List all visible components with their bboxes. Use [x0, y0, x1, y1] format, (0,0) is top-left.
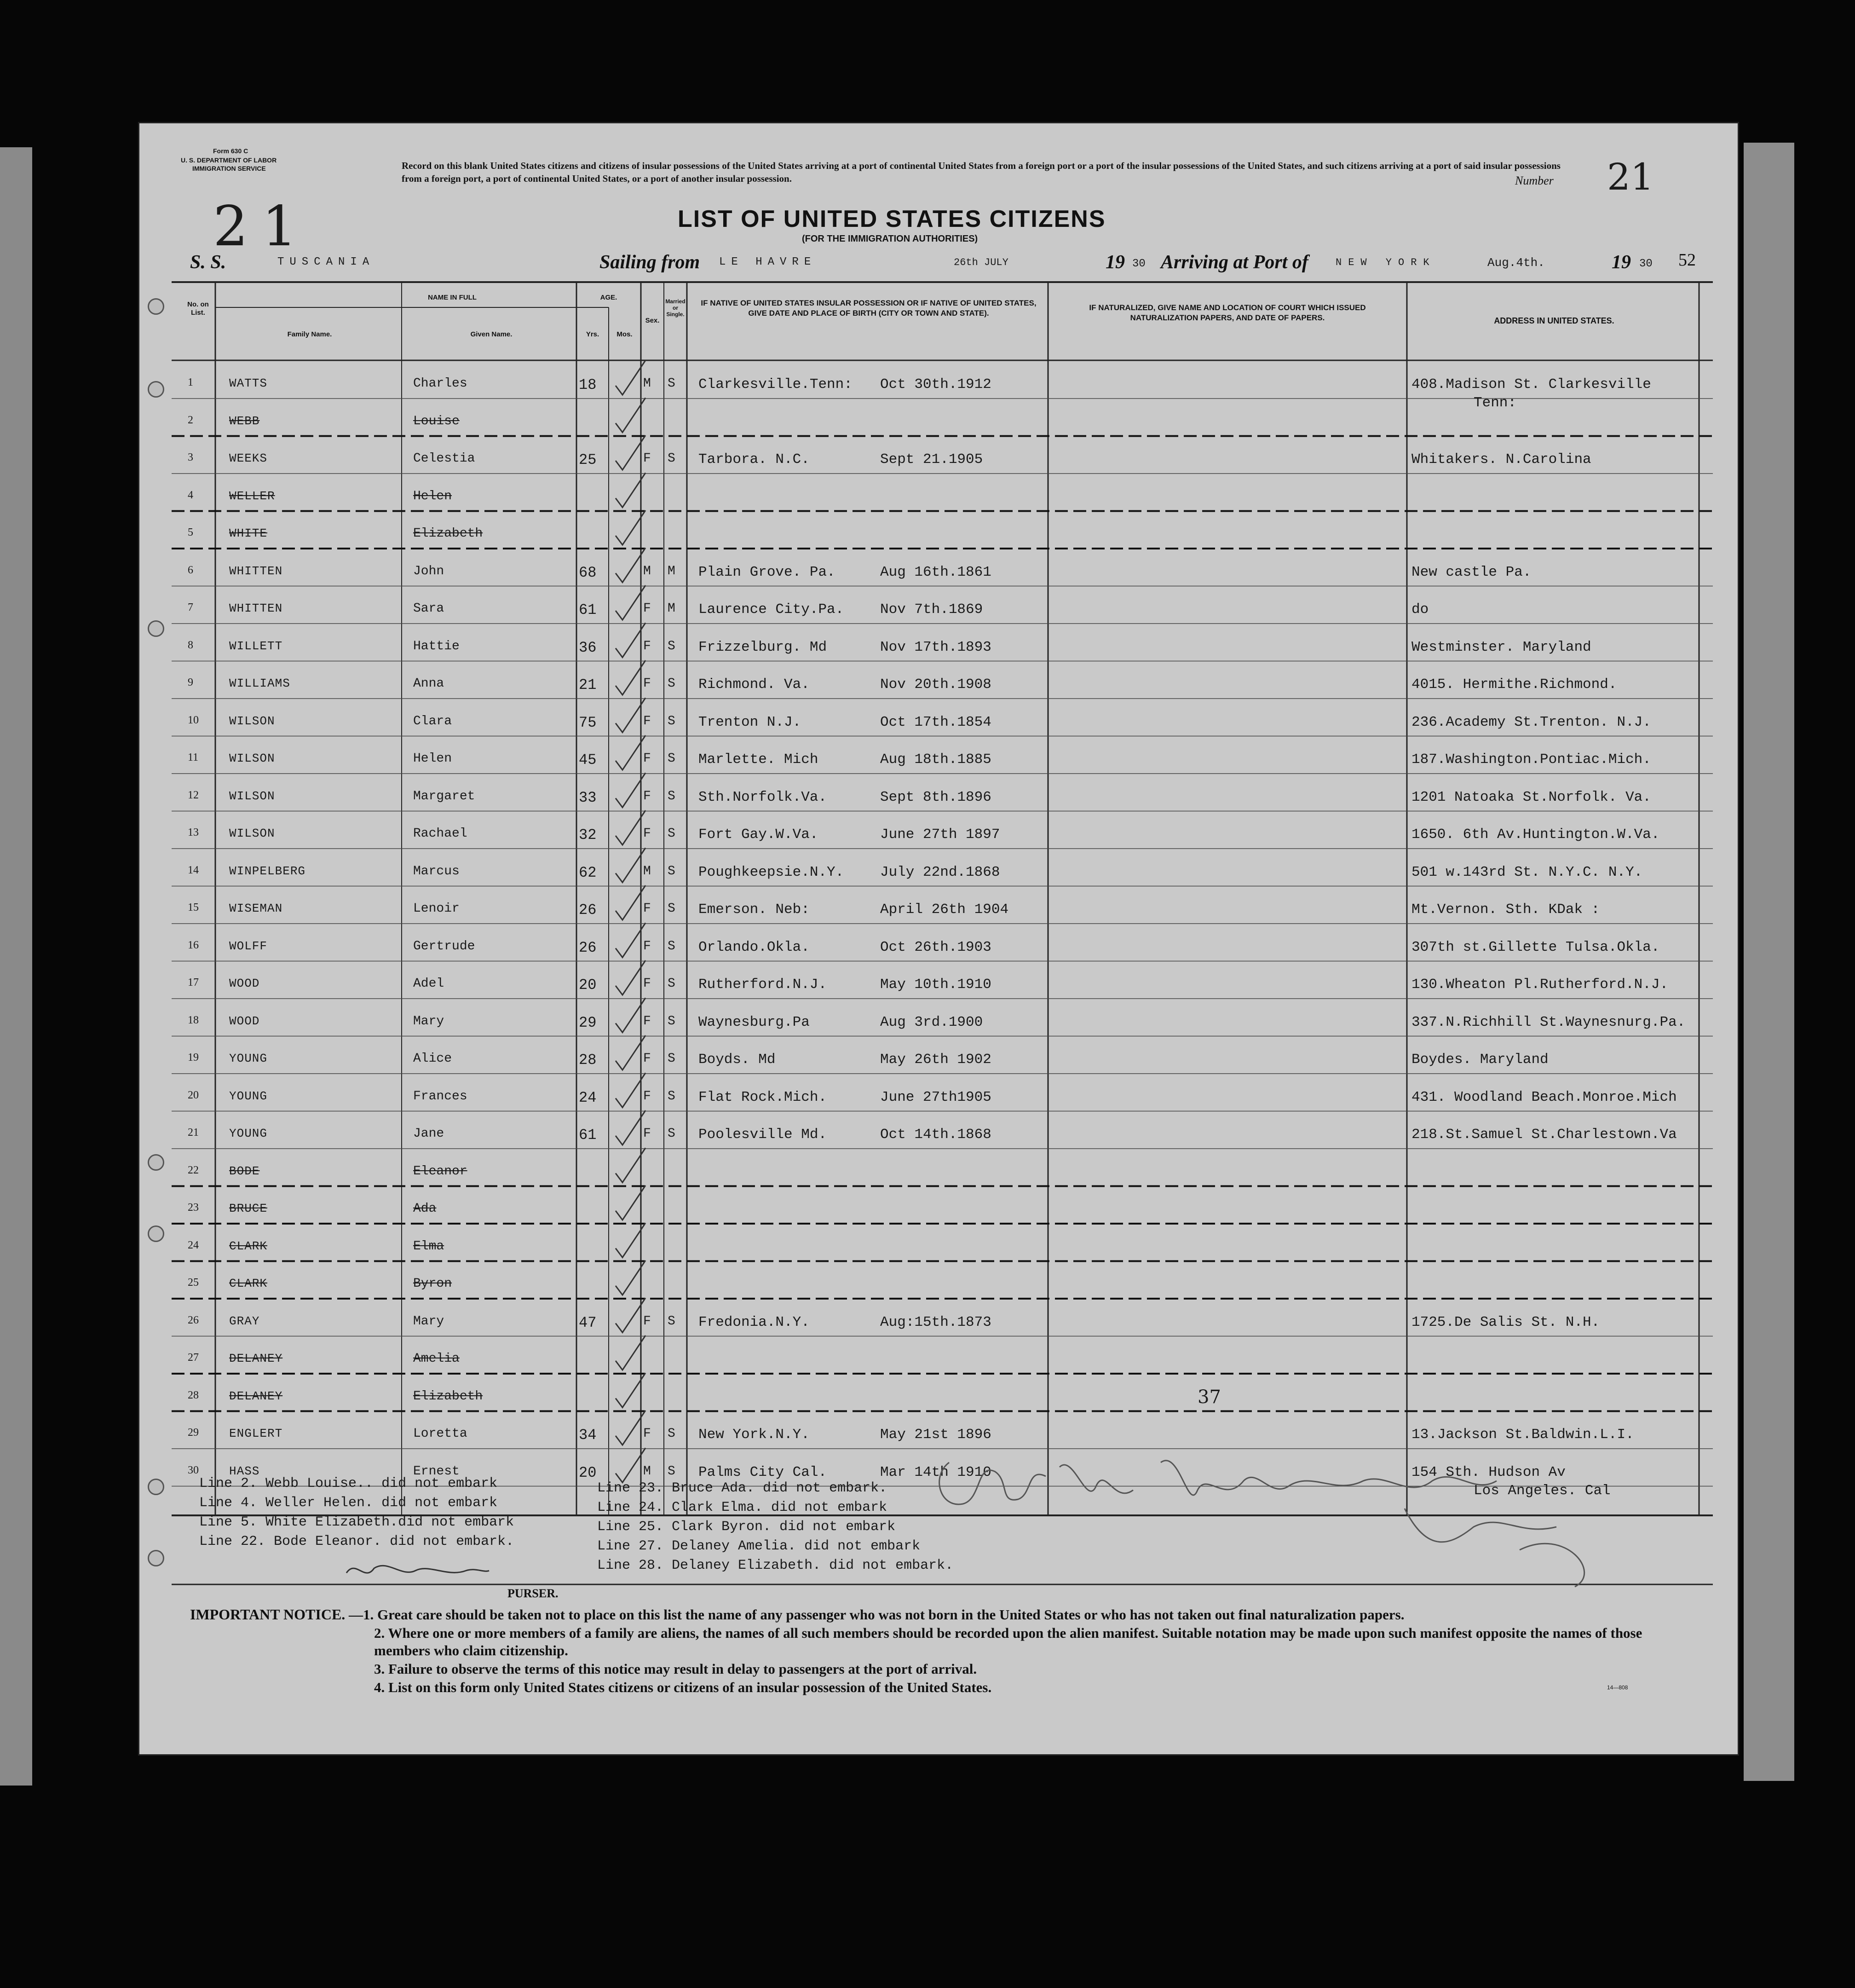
row-ms: S: [668, 902, 675, 916]
row-sex: F: [643, 826, 651, 841]
row-date: July 22nd.1868: [880, 864, 1000, 880]
row-family: WILLETT: [229, 639, 283, 653]
row-date: Nov 7th.1869: [880, 601, 983, 618]
row-family: WEEKS: [229, 451, 268, 465]
row-no: 22: [188, 1164, 199, 1176]
row-date: June 27th 1897: [880, 826, 1000, 843]
row-place: Richmond. Va.: [698, 676, 810, 693]
form-number: Form 630 C: [213, 147, 248, 155]
service-label: IMMIGRATION SERVICE: [192, 165, 266, 172]
note-line: Line 2. Webb Louise.. did not embark: [199, 1476, 498, 1491]
row-given: Frances: [413, 1089, 467, 1104]
row-sex: F: [643, 1427, 651, 1441]
col-yrs: Yrs.: [586, 330, 599, 338]
row-yrs: 75: [579, 714, 597, 731]
arrival-year-prefix: 19: [1612, 252, 1631, 273]
note-line: Line 5. White Elizabeth.did not embark: [199, 1514, 514, 1530]
row-date: Oct 17th.1854: [880, 714, 991, 730]
row-sex: F: [643, 1314, 651, 1329]
row-ms: S: [668, 639, 675, 653]
purser-signature: [922, 1435, 1658, 1596]
notice-item-4: 4. List on this form only United States citizens or citizens of an insular possession of the United States.: [374, 1679, 992, 1695]
row-given: Celestia: [413, 451, 475, 466]
row-family: YOUNG: [229, 1052, 268, 1065]
row-sex: F: [643, 977, 651, 991]
row-no: 10: [188, 714, 199, 726]
row-given: Eleanor: [413, 1164, 467, 1179]
row-no: 21: [188, 1127, 199, 1138]
row-yrs: 45: [579, 751, 597, 769]
row-yrs: 32: [579, 826, 597, 844]
row-place: Waynesburg.Pa: [698, 1014, 810, 1030]
row-ms: S: [668, 1427, 675, 1441]
row-address: 4015. Hermithe.Richmond.: [1411, 676, 1617, 693]
row-no: 19: [188, 1052, 199, 1063]
notes-right: [597, 1479, 953, 1575]
row-given: Anna: [413, 676, 444, 691]
row-sex: F: [643, 639, 651, 653]
row-place: Laurence City.Pa.: [698, 601, 844, 618]
row-yrs: 68: [579, 564, 597, 581]
arrival-date: Aug.4th.: [1487, 256, 1545, 270]
row-ms: S: [668, 676, 675, 691]
row-given: Ada: [413, 1202, 437, 1216]
arriving-label: Arriving at Port of: [1161, 252, 1308, 273]
row-ms: S: [668, 939, 675, 954]
row-place: Boyds. Md: [698, 1052, 776, 1068]
binder-hole: [148, 381, 164, 398]
row-sex: F: [643, 1014, 651, 1029]
notice-item-2: 2. Where one or more members of a family are aliens, the names of all such members should be recorded upon the alien manifest. Suitable notation may be made upon such manifest opposite the names of those members who claim citizenship.: [374, 1625, 1642, 1659]
row-yrs: 36: [579, 639, 597, 656]
margin-mark: 37: [1198, 1387, 1221, 1408]
row-no: 17: [188, 977, 199, 988]
row-no: 16: [188, 939, 199, 951]
row-address: Boydes. Maryland: [1411, 1052, 1549, 1068]
row-yrs: 61: [579, 601, 597, 618]
row-place: Trenton N.J.: [698, 714, 801, 730]
row-ms: S: [668, 864, 675, 878]
row-no: 8: [188, 639, 193, 651]
col-mos: Mos.: [616, 330, 633, 338]
row-ms: S: [668, 826, 675, 841]
notice-heading: IMPORTANT NOTICE.: [190, 1606, 346, 1623]
row-no: 2: [188, 414, 193, 426]
row-family: WOLFF: [229, 939, 268, 953]
row-family: WOOD: [229, 1014, 260, 1028]
col-sex: Sex.: [645, 317, 660, 324]
row-address: 431. Woodland Beach.Monroe.Mich: [1411, 1089, 1677, 1105]
row-given: Ernest: [413, 1464, 460, 1479]
row-given: Sara: [413, 601, 444, 616]
row-sex: F: [643, 902, 651, 916]
row-family: WHITE: [229, 526, 268, 540]
row-yrs: 25: [579, 451, 597, 468]
row-date: Nov 17th.1893: [880, 639, 991, 655]
row-no: 20: [188, 1089, 199, 1101]
officer-initials: [337, 1555, 494, 1587]
row-given: John: [413, 564, 444, 578]
row-yrs: 33: [579, 789, 597, 806]
row-yrs: 26: [579, 939, 597, 956]
row-yrs: 47: [579, 1314, 597, 1331]
row-sex: F: [643, 1127, 651, 1141]
row-given: Mary: [413, 1014, 444, 1029]
col-given-name: Given Name.: [470, 330, 513, 338]
row-place: Fort Gay.W.Va.: [698, 826, 818, 843]
row-given: Rachael: [413, 826, 467, 841]
row-no: 24: [188, 1239, 199, 1251]
row-sex: F: [643, 751, 651, 766]
row-family: WISEMAN: [229, 902, 283, 915]
purser-label: PURSER.: [507, 1587, 559, 1600]
col-family-name: Family Name.: [287, 330, 332, 338]
row-place: Marlette. Mich: [698, 751, 818, 768]
row-place: Sth.Norfolk.Va.: [698, 789, 827, 805]
row-no: 3: [188, 451, 193, 463]
row-yrs: 21: [579, 676, 597, 693]
row-sex: M: [643, 1464, 651, 1479]
row-given: Marcus: [413, 864, 460, 878]
row-given: Alice: [413, 1052, 452, 1066]
row-family: WILSON: [229, 826, 275, 840]
note-line: Line 25. Clark Byron. did not embark: [597, 1519, 896, 1535]
row-family: WHITTEN: [229, 564, 283, 578]
row-family: BRUCE: [229, 1202, 268, 1215]
row-date: Oct 14th.1868: [880, 1127, 991, 1143]
row-family: WILSON: [229, 751, 275, 765]
row-given: Hattie: [413, 639, 460, 653]
row-address: 236.Academy St.Trenton. N.J.: [1411, 714, 1651, 730]
row-address: 154 Sth. Hudson Av: [1411, 1464, 1566, 1480]
row-yrs: 26: [579, 902, 597, 919]
row-no: 15: [188, 902, 199, 913]
row-family: YOUNG: [229, 1089, 268, 1103]
row-address: 501 w.143rd St. N.Y.C. N.Y.: [1411, 864, 1643, 880]
row-sex: M: [643, 376, 651, 391]
col-address: ADDRESS IN UNITED STATES.: [1494, 316, 1614, 325]
ship-name: TUSCANIA: [277, 256, 375, 268]
row-date: Sept 8th.1896: [880, 789, 991, 805]
row-place: New York.N.Y.: [698, 1427, 810, 1443]
row-place: Rutherford.N.J.: [698, 977, 827, 993]
row-ms: S: [668, 1314, 675, 1329]
note-line: Line 22. Bode Eleanor. did not embark.: [199, 1534, 514, 1549]
binder-hole: [148, 1225, 164, 1242]
row-sex: F: [643, 451, 651, 466]
binder-hole: [148, 298, 164, 315]
row-given: Margaret: [413, 789, 475, 803]
row-no: 23: [188, 1202, 199, 1214]
row-address: 307th st.Gillette Tulsa.Okla.: [1411, 939, 1660, 955]
row-place: Emerson. Neb:: [698, 902, 810, 918]
arriving-port: NEW YORK: [1336, 257, 1436, 268]
row-no: 11: [188, 751, 199, 763]
row-address: 408.Madison St. Clarkesville: [1411, 376, 1651, 393]
row-ms: S: [668, 376, 675, 391]
row-given: Gertrude: [413, 939, 475, 954]
row-family: WEBB: [229, 414, 260, 428]
sailing-year-prefix: 19: [1106, 252, 1125, 273]
row-ms: S: [668, 977, 675, 991]
row-family: DELANEY: [229, 1352, 283, 1365]
row-date: Aug 3rd.1900: [880, 1014, 983, 1030]
row-family: WATTS: [229, 376, 268, 390]
notice-item-3: 3. Failure to observe the terms of this notice may result in delay to passengers at the port of arrival.: [374, 1661, 977, 1677]
row-date: May 10th.1910: [880, 977, 991, 993]
row-given: Byron: [413, 1277, 452, 1291]
row-family: BODE: [229, 1164, 260, 1178]
form-subtitle: (FOR THE IMMIGRATION AUTHORITIES): [802, 234, 978, 244]
row-no: 6: [188, 564, 193, 576]
row-family: HASS: [229, 1464, 260, 1478]
binder-hole: [148, 620, 164, 637]
notice-footer-code: 14—808: [1607, 1684, 1628, 1691]
row-address: 130.Wheaton Pl.Rutherford.N.J.: [1411, 977, 1669, 993]
row-yrs: 28: [579, 1052, 597, 1069]
row-family: WELLER: [229, 489, 275, 503]
page-mark-21: 21: [213, 195, 311, 259]
row-date: Oct 26th.1903: [880, 939, 991, 955]
row-date: April 26th 1904: [880, 902, 1009, 918]
row-ms: S: [668, 789, 675, 803]
row-place: Clarkesville.Tenn:: [698, 376, 853, 393]
row-family: WOOD: [229, 977, 260, 990]
row-date: May 21st 1896: [880, 1427, 991, 1443]
sailing-date: 26th JULY: [954, 257, 1008, 268]
row-sex: M: [643, 564, 651, 578]
row-given: Elizabeth: [413, 1389, 483, 1404]
row-sex: F: [643, 789, 651, 803]
right-page-edge: [1744, 143, 1794, 1781]
row-given: Loretta: [413, 1427, 467, 1441]
row-ms: S: [668, 1464, 675, 1479]
col-age: AGE.: [600, 294, 617, 301]
row-ms: S: [668, 1089, 675, 1104]
col-married: Married or Single.: [665, 298, 686, 318]
notice-item-1: —1. Great care should be taken not to place on this list the name of any passenger who was not born in the United States or who has not taken out final naturalization papers.: [349, 1607, 1405, 1623]
sailing-port: LE HAVRE: [719, 256, 817, 268]
row-no: 1: [188, 376, 193, 388]
corner-number: 52: [1678, 250, 1696, 270]
row-ms: M: [668, 601, 675, 616]
row-place: Poughkeepsie.N.Y.: [698, 864, 844, 880]
department-label: U. S. DEPARTMENT OF LABOR: [181, 156, 277, 164]
row-given: Lenoir: [413, 902, 460, 916]
row-ms: S: [668, 751, 675, 766]
row-place: Fredonia.N.Y.: [698, 1314, 810, 1330]
row-ms: S: [668, 451, 675, 466]
row-family: WILSON: [229, 714, 275, 728]
row-date: Mar 14th 1910: [880, 1464, 991, 1480]
row-ms: S: [668, 1052, 675, 1066]
row-family: DELANEY: [229, 1389, 283, 1403]
note-line: Line 27. Delaney Amelia. did not embark: [597, 1538, 921, 1554]
row-address: 337.N.Richhill St.Waynesnurg.Pa.: [1411, 1014, 1686, 1030]
row-no: 13: [188, 826, 199, 838]
row-no: 30: [188, 1464, 199, 1476]
row-ms: S: [668, 1014, 675, 1029]
row-no: 29: [188, 1427, 199, 1439]
number-value: 21: [1607, 156, 1654, 198]
note-line: Line 24. Clark Elma. did not embark: [597, 1500, 887, 1515]
arrival-year: 30: [1639, 258, 1653, 270]
row-family: CLARK: [229, 1277, 268, 1290]
row-given: Elma: [413, 1239, 444, 1254]
row-given: Helen: [413, 489, 452, 503]
row-no: 9: [188, 676, 193, 688]
row-sex: F: [643, 1089, 651, 1104]
row-ms: S: [668, 714, 675, 728]
form-sheet: [138, 122, 1739, 1756]
row-yrs: 18: [579, 376, 597, 393]
row-sex: F: [643, 714, 651, 728]
row-no: 27: [188, 1352, 199, 1364]
row-no: 7: [188, 601, 193, 613]
row-address: 187.Washington.Pontiac.Mich.: [1411, 751, 1651, 768]
row-date: Aug 18th.1885: [880, 751, 991, 768]
row-place: Frizzelburg. Md: [698, 639, 827, 655]
ss-label: S. S.: [190, 252, 226, 273]
row-yrs: 20: [579, 977, 597, 994]
row-address: 1725.De Salis St. N.H.: [1411, 1314, 1600, 1330]
row-family: WINPELBERG: [229, 864, 306, 878]
row-address: 1201 Natoaka St.Norfolk. Va.: [1411, 789, 1651, 805]
row-sex: F: [643, 676, 651, 691]
row-no: 5: [188, 526, 193, 538]
sailing-year: 30: [1132, 258, 1146, 270]
row-date: Sept 21.1905: [880, 451, 983, 468]
row-given: Mary: [413, 1314, 444, 1329]
row-given: Charles: [413, 376, 467, 391]
row-given: Louise: [413, 414, 460, 428]
row-address: New castle Pa.: [1411, 564, 1532, 580]
row-no: 12: [188, 789, 199, 801]
row-date: Oct 30th.1912: [880, 376, 991, 393]
row-yrs: 62: [579, 864, 597, 881]
col-naturalized: IF NATURALIZED, GIVE NAME AND LOCATION OF COURT WHICH ISSUED NATURALIZATION PAPERS, AND DATE OF PAPERS.: [1089, 303, 1366, 322]
number-label: Number: [1515, 174, 1554, 187]
row-family: WILLIAMS: [229, 676, 290, 690]
row-no: 14: [188, 864, 199, 876]
row-sex: F: [643, 939, 651, 954]
row-place: Flat Rock.Mich.: [698, 1089, 827, 1105]
row-sex: M: [643, 864, 651, 878]
record-instructions: Record on this blank United States citizens and citizens of insular possessions of the United States arriving at a port of continental United States from a foreign port or a port of the insular possessions of the United States, and such citizens arriving at a port of said insular possessions from a foreign port, a port of continental United States, or a port of another insular possession.: [402, 160, 1561, 184]
row-address: 1650. 6th Av.Huntington.W.Va.: [1411, 826, 1660, 843]
row-family: WHITTEN: [229, 601, 283, 615]
row-yrs: 29: [579, 1014, 597, 1031]
row-date: Nov 20th.1908: [880, 676, 991, 693]
row-yrs: 61: [579, 1127, 597, 1144]
row-yrs: 20: [579, 1464, 597, 1481]
row-date: Aug:15th.1873: [880, 1314, 991, 1330]
row-family: CLARK: [229, 1239, 268, 1253]
row-place: Palms City Cal.: [698, 1464, 827, 1480]
row-address: 218.St.Samuel St.Charlestown.Va: [1411, 1127, 1677, 1143]
row-family: WILSON: [229, 789, 275, 803]
row-ms: S: [668, 1127, 675, 1141]
row-address: Mt.Vernon. Sth. KDak :: [1411, 902, 1600, 918]
form-title: LIST OF UNITED STATES CITIZENS: [678, 206, 1106, 232]
row-place: Orlando.Okla.: [698, 939, 810, 955]
row-date: June 27th1905: [880, 1089, 991, 1105]
row-sex: F: [643, 1052, 651, 1066]
col-no: No. on List.: [187, 301, 209, 317]
row-date: Aug 16th.1861: [880, 564, 991, 580]
row-place: Tarbora. N.C.: [698, 451, 810, 468]
binder-hole: [148, 1550, 164, 1566]
row-sex: F: [643, 601, 651, 616]
note-line: Line 4. Weller Helen. did not embark: [199, 1495, 498, 1511]
note-line: Line 23. Bruce Ada. did not embark.: [597, 1480, 887, 1496]
row-no: 4: [188, 489, 193, 501]
notes-left: [199, 1474, 514, 1551]
row-ms: M: [668, 564, 675, 578]
row-address2: Los Angeles. Cal: [1474, 1482, 1611, 1499]
sailing-label: Sailing from: [599, 252, 700, 273]
row-no: 28: [188, 1389, 199, 1401]
row-address: 13.Jackson St.Baldwin.L.I.: [1411, 1427, 1634, 1443]
row-given: Amelia: [413, 1352, 460, 1366]
row-yrs: 24: [579, 1089, 597, 1106]
row-address: Westminster. Maryland: [1411, 639, 1591, 655]
row-given: Clara: [413, 714, 452, 728]
row-given: Adel: [413, 977, 444, 991]
col-birth: IF NATIVE OF UNITED STATES INSULAR POSSESSION OR IF NATIVE OF UNITED STATES, GIVE DATE AND PLACE OF BIRTH (CITY OR TOWN AND STATE).: [701, 299, 1037, 318]
note-line: Line 28. Delaney Elizabeth. did not embark.: [597, 1558, 954, 1573]
row-place: Plain Grove. Pa.: [698, 564, 835, 580]
row-given: Elizabeth: [413, 526, 483, 541]
row-given: Jane: [413, 1127, 444, 1141]
row-place: Poolesville Md.: [698, 1127, 827, 1143]
row-family: ENGLERT: [229, 1427, 283, 1440]
col-name-in-full: NAME IN FULL: [428, 294, 477, 301]
left-page-edge: [0, 147, 32, 1786]
row-family: GRAY: [229, 1314, 260, 1328]
row-no: 26: [188, 1314, 199, 1326]
row-address: Whitakers. N.Carolina: [1411, 451, 1591, 468]
row-yrs: 34: [579, 1427, 597, 1444]
binder-hole: [148, 1154, 164, 1171]
binder-hole: [148, 1479, 164, 1495]
row-address: do: [1411, 601, 1429, 618]
row-no: 18: [188, 1014, 199, 1026]
row-given: Helen: [413, 751, 452, 766]
row-family: YOUNG: [229, 1127, 268, 1140]
row-address2: Tenn:: [1474, 395, 1517, 411]
row-no: 25: [188, 1277, 199, 1289]
row-date: May 26th 1902: [880, 1052, 991, 1068]
